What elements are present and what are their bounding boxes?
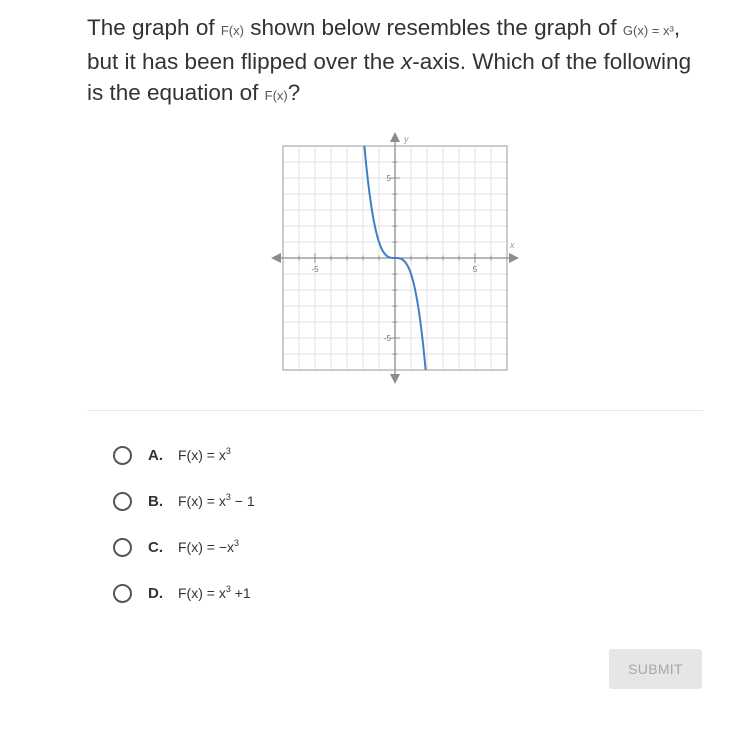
y-axis-down-arrow-icon (390, 374, 400, 384)
tick-label-pos-y: 5 (386, 174, 391, 183)
choice-equation (178, 539, 239, 555)
equation-tail: +1 (230, 585, 251, 601)
radio-circle-icon[interactable] (113, 492, 132, 511)
equation-base: F(x) = x (178, 493, 226, 509)
x-axis-label: x (510, 240, 515, 250)
question-part-3: , but it has been flipped over the (87, 15, 681, 74)
equation-tail: − 1 (230, 493, 255, 509)
divider (87, 410, 703, 411)
choice-c[interactable] (113, 534, 239, 560)
equation-base: F(x) = x (178, 447, 226, 463)
x-axis-right-arrow-icon (509, 253, 519, 263)
x-variable: x (400, 49, 413, 74)
choice-letter: C. (148, 538, 163, 556)
equation-exponent: 3 (225, 446, 231, 456)
y-axis-up-arrow-icon (390, 132, 400, 142)
x-axis-left-arrow-icon (271, 253, 281, 263)
question-part-1: The graph of (87, 15, 221, 40)
choice-d[interactable] (113, 580, 251, 606)
choice-letter: A. (148, 446, 163, 464)
question-part-4: -axis. Which of the following is the equation of (87, 49, 692, 105)
cubic-graph (270, 130, 525, 385)
equation-base: F(x) = x (178, 585, 226, 601)
f-of-x-label-2: F(x) (264, 88, 288, 103)
radio-circle-icon[interactable] (113, 584, 132, 603)
choice-equation (178, 493, 255, 509)
choice-letter: B. (148, 492, 163, 510)
question-part-2: shown below resembles the graph of (243, 15, 623, 40)
equation-exponent: 3 (225, 492, 231, 502)
equation-base: F(x) = −x (178, 539, 235, 555)
choice-equation (178, 447, 231, 463)
equation-exponent: 3 (225, 584, 231, 594)
tick-label-neg-y: -5 (383, 334, 391, 343)
submit-button[interactable]: SUBMIT (609, 649, 702, 689)
choice-b[interactable] (113, 488, 255, 514)
radio-circle-icon[interactable] (113, 446, 132, 465)
g-of-x-definition: G(x) = x³ (622, 23, 674, 38)
tick-label-neg-x: -5 (311, 265, 319, 274)
radio-circle-icon[interactable] (113, 538, 132, 557)
question-part-5: ? (287, 80, 301, 105)
tick-label-pos-x: 5 (472, 265, 478, 274)
choice-letter: D. (148, 584, 163, 602)
choice-equation (178, 585, 251, 601)
question-text (87, 12, 707, 111)
equation-exponent: 3 (234, 538, 240, 548)
choice-a[interactable] (113, 442, 231, 468)
y-axis-label: y (404, 134, 409, 144)
f-of-x-label: F(x) (220, 23, 244, 38)
